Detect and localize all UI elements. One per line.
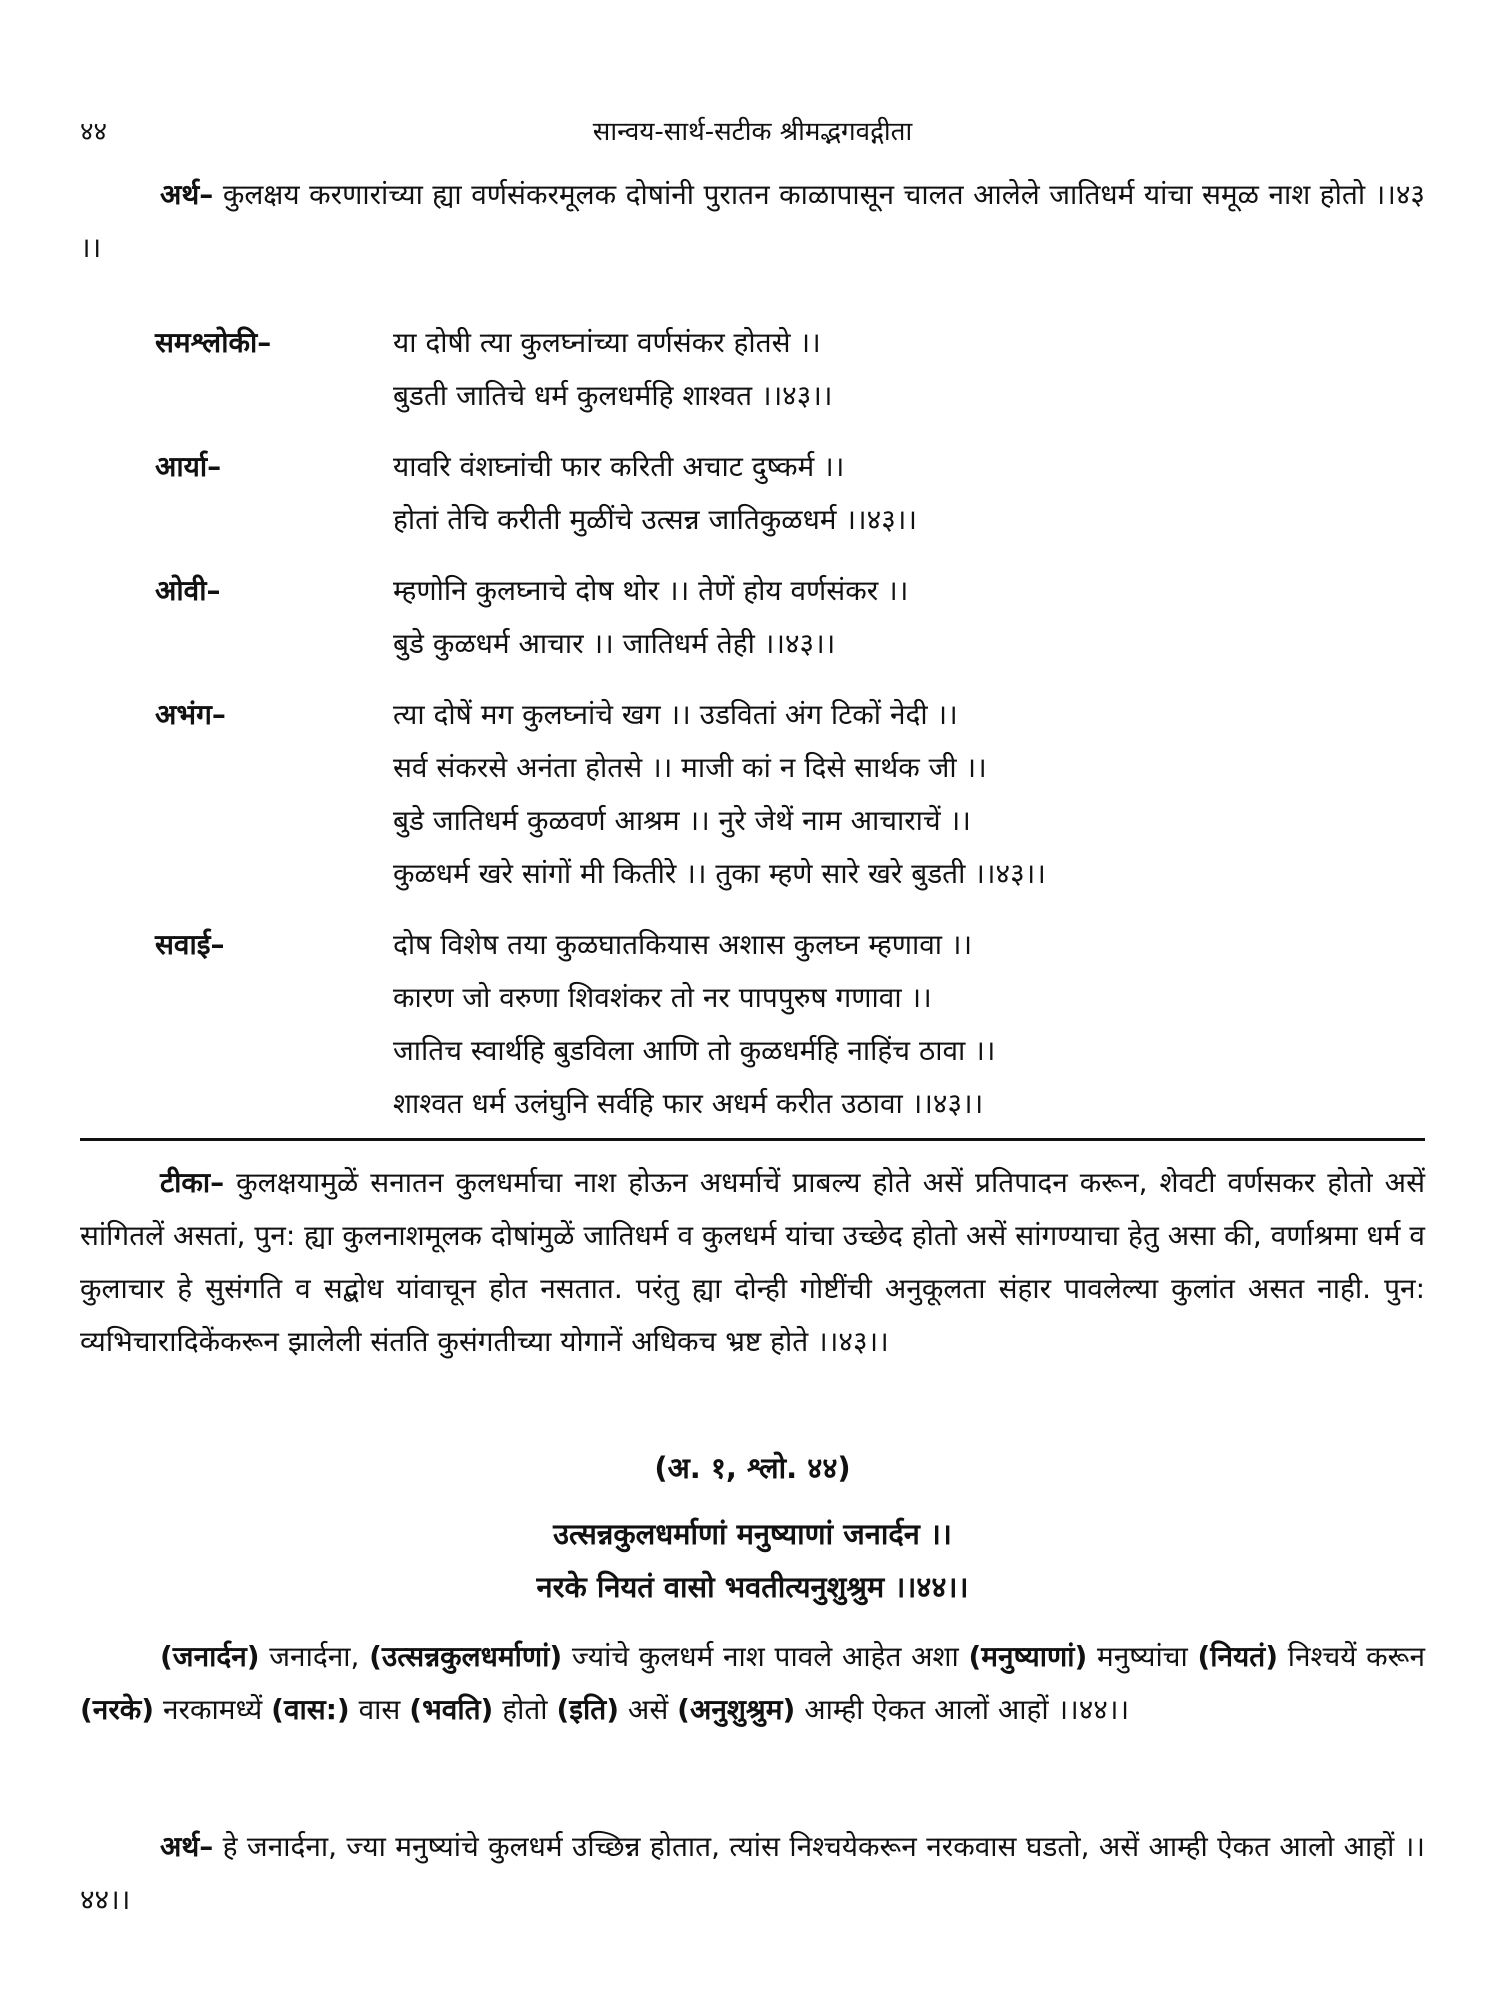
verse-line: कारण जो वरुणा शिवशंकर तो नर पापपुरुष गणावा ।।	[393, 981, 932, 1014]
word-meaning-paragraph	[80, 1630, 1425, 1736]
artha-paragraph-43	[80, 168, 1425, 274]
verse-line: जातिच स्वार्थहि बुडविला आणि तो कुळधर्महि नाहिंच ठावा ।।	[393, 1034, 996, 1067]
gloss-term: (अनुशुश्रुम)	[677, 1693, 796, 1726]
tika-label: टीका–	[160, 1166, 225, 1199]
verse-line: त्या दोषें मग कुलघ्नांचे खग ।। उडवितां अंग टिकों नेदी ।।	[393, 698, 958, 731]
gloss-meaning: वास	[349, 1693, 410, 1726]
book-page	[80, 0, 1425, 2000]
verse-line: होतां तेचि करीती मुळींचे उत्सन्न जातिकुळधर्म ।।४३।।	[393, 503, 918, 536]
gloss-meaning: नरकामध्यें	[154, 1693, 272, 1726]
gloss-term: (जनार्दन)	[160, 1640, 260, 1673]
verse-ovi	[155, 564, 1425, 670]
verse-label: सवाई–	[155, 928, 225, 961]
verse-samashloki	[155, 316, 1425, 422]
verse-line: म्हणोनि कुलघ्नाचे दोष थोर ।। तेणें होय वर्णसंकर ।।	[393, 574, 909, 607]
gloss-meaning: ज्यांचे कुलधर्म नाश पावले आहेत अशा	[562, 1640, 969, 1673]
gloss-meaning: निश्चयें करून	[1278, 1640, 1425, 1673]
running-title: सान्वय-सार्थ-सटीक श्रीमद्भगवद्गीता	[592, 117, 913, 147]
artha-text: कुलक्षय करणारांच्या ह्या वर्णसंकरमूलक दोषांनी पुरातन काळापासून चालत आलेले जातिधर्म यांचा समूळ नाश होतो ।।४३ ।।	[80, 178, 1425, 264]
verse-label: आर्या–	[155, 450, 222, 483]
shloka-reference: (अ. १, श्लो. ४४)	[654, 1451, 851, 1485]
artha-label: अर्थ–	[160, 1830, 214, 1863]
artha-text: हे जनार्दना, ज्या मनुष्यांचे कुलधर्म उच्छिन्न होतात, त्यांस निश्चयेकरून नरकवास घडतो, असें आम्ही ऐकत आलो आहों ।।४४।।	[80, 1830, 1425, 1916]
artha-paragraph-44	[80, 1820, 1425, 1926]
verse-line: दोष विशेष तया कुळघातकियास अशास कुलघ्न म्हणावा ।।	[393, 928, 973, 961]
verse-line: कुळधर्म खरे सांगों मी कितीरे ।। तुका म्हणे सारे खरे बुडती ।।४३।।	[393, 857, 1046, 890]
gloss-term: (वास:)	[271, 1693, 350, 1726]
verse-label: अभंग–	[155, 698, 226, 731]
gloss-term: (भवति)	[409, 1693, 494, 1726]
verse-savai	[155, 918, 1425, 1130]
verse-label: ओवी–	[155, 574, 221, 607]
verse-abhang	[155, 688, 1425, 900]
verse-line: बुडती जातिचे धर्म कुलधर्महि शाश्वत ।।४३।।	[393, 379, 833, 412]
section-divider	[80, 1138, 1425, 1141]
verse-line: यावरि वंशघ्नांची फार करिती अचाट दुष्कर्म ।।	[393, 450, 845, 483]
gloss-meaning: असें	[619, 1693, 678, 1726]
gloss-term: (इति)	[556, 1693, 620, 1726]
gloss-meaning: मनुष्यांचा	[1087, 1640, 1198, 1673]
verse-line: बुडे कुळधर्म आचार ।। जातिधर्म तेही ।।४३।।	[393, 627, 836, 660]
verse-line: शाश्वत धर्म उलंघुनि सर्वहि फार अधर्म करीत उठावा ।।४३।।	[393, 1087, 984, 1120]
tika-text: कुलक्षयामुळें सनातन कुलधर्माचा नाश होऊन अधर्माचें प्राबल्य होते असें प्रतिपादन करून, शेवटी वर्णसकर होतो असें सांगितलें असतां, पुन: ह्या कुलनाशमूलक दोषांमुळें जातिधर्म व कुलधर्म यांचा उच्छेद होतो असें सांगण्याचा हेतु असा की, वर्णाश्रमा धर्म व कुलाचार हे सुसंगति व सद्बोध यांवाचून होत नसतात. परंतु ह्या दोन्ही गोष्टींची अनुकूलता संहार पावलेल्या कुलांत असत नाही. पुन: व्यभिचारादिकेंकरून झालेली संतति कुसंगतीच्या योगानें अधिकच भ्रष्ट होते ।।४३।।	[80, 1166, 1425, 1358]
verse-line: या दोषी त्या कुलघ्नांच्या वर्णसंकर होतसे ।।	[393, 326, 821, 359]
artha-label: अर्थ–	[160, 178, 214, 211]
gloss-term: (नरके)	[80, 1693, 155, 1726]
verse-label: समश्लोकी–	[155, 326, 272, 359]
page-number: ४४	[80, 117, 108, 147]
shloka-line-2: नरके नियतं वासो भवतीत्यनुशुश्रुम ।।४४।।	[536, 1570, 969, 1604]
gloss-term: (उत्सन्नकुलधर्माणां)	[369, 1640, 563, 1673]
gloss-meaning: होतो	[493, 1693, 557, 1726]
verse-line: बुडे जातिधर्म कुळवर्ण आश्रम ।। नुरे जेथें नाम आचाराचें ।।	[393, 804, 971, 837]
gloss-term: (नियतं)	[1197, 1640, 1279, 1673]
gloss-meaning: आम्ही ऐकत आलों आहों ।।४४।।	[795, 1693, 1130, 1726]
tika-paragraph	[80, 1156, 1425, 1368]
verse-arya	[155, 440, 1425, 546]
gloss-meaning: जनार्दना,	[259, 1640, 370, 1673]
verse-line: सर्व संकरसे अनंता होतसे ।। माजी कां न दिसे सार्थक जी ।।	[393, 751, 987, 784]
shloka-line-1: उत्सन्नकुलधर्माणां मनुष्याणां जनार्दन ।।	[553, 1517, 952, 1551]
gloss-term: (मनुष्याणां)	[968, 1640, 1088, 1673]
page-header	[80, 112, 1425, 152]
